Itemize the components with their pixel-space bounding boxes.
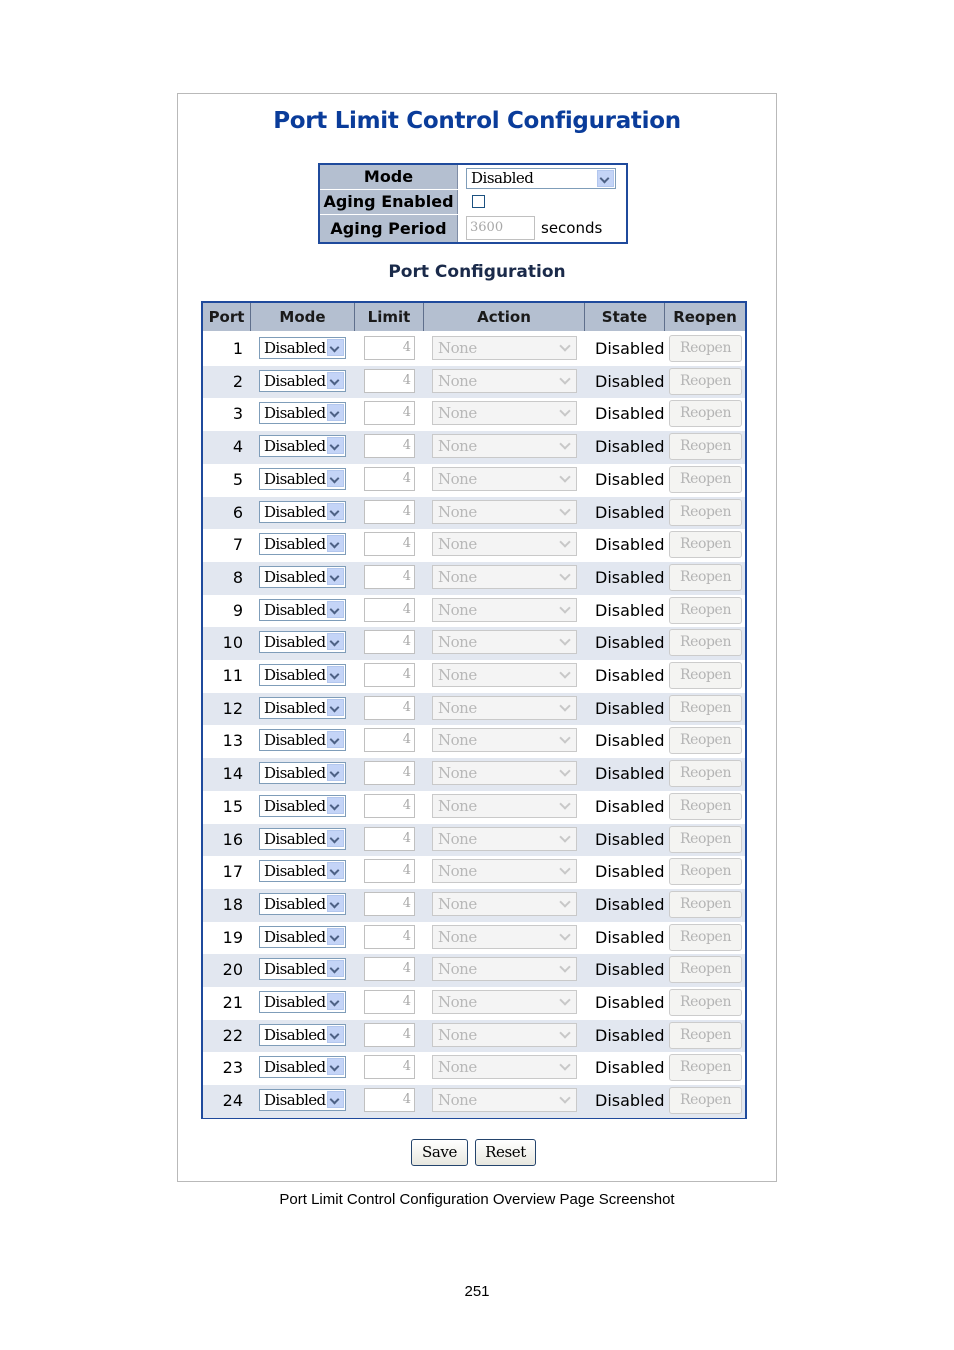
port-mode-select[interactable] bbox=[259, 860, 346, 882]
reopen-button[interactable]: Reopen bbox=[669, 368, 742, 395]
port-state: Disabled bbox=[595, 829, 665, 849]
port-number: 20 bbox=[222, 960, 243, 980]
port-mode-value: Disabled bbox=[264, 437, 326, 456]
port-action-select[interactable] bbox=[432, 761, 577, 785]
port-action-value: None bbox=[438, 404, 477, 423]
port-action-value: None bbox=[438, 862, 477, 881]
chevron-down-icon bbox=[557, 731, 575, 749]
port-mode-value: Disabled bbox=[264, 633, 326, 652]
port-mode-value: Disabled bbox=[264, 502, 326, 521]
port-mode-select[interactable] bbox=[259, 828, 346, 850]
port-limit-input[interactable]: 4 bbox=[364, 892, 415, 916]
reopen-button[interactable]: Reopen bbox=[669, 662, 742, 689]
port-limit-input[interactable]: 4 bbox=[364, 532, 415, 556]
port-mode-select[interactable] bbox=[259, 926, 346, 948]
reopen-button[interactable]: Reopen bbox=[669, 433, 742, 460]
port-number: 18 bbox=[222, 894, 243, 914]
column-header-reopen: Reopen bbox=[673, 308, 737, 326]
port-mode-value: Disabled bbox=[264, 567, 326, 586]
table-row bbox=[203, 725, 745, 758]
port-mode-value: Disabled bbox=[264, 829, 326, 848]
port-limit-input[interactable]: 4 bbox=[364, 761, 415, 785]
port-action-value: None bbox=[438, 731, 477, 750]
port-action-value: None bbox=[438, 437, 477, 456]
port-number: 4 bbox=[232, 437, 243, 457]
port-action-select[interactable] bbox=[432, 500, 577, 524]
reopen-button[interactable]: Reopen bbox=[669, 695, 742, 722]
port-state: Disabled bbox=[595, 404, 665, 424]
port-mode-value: Disabled bbox=[264, 764, 326, 783]
port-mode-select[interactable] bbox=[259, 1024, 346, 1046]
reopen-button[interactable]: Reopen bbox=[669, 564, 742, 591]
chevron-down-icon[interactable] bbox=[327, 666, 344, 683]
port-limit-input[interactable]: 4 bbox=[364, 434, 415, 458]
chevron-down-icon bbox=[557, 797, 575, 815]
port-action-value: None bbox=[438, 1025, 477, 1044]
port-action-value: None bbox=[438, 371, 477, 390]
global-settings-table bbox=[318, 163, 628, 244]
column-header-limit: Limit bbox=[367, 308, 411, 326]
reopen-button[interactable]: Reopen bbox=[669, 335, 742, 362]
chevron-down-icon[interactable] bbox=[327, 960, 344, 977]
column-header-action: Action bbox=[477, 308, 531, 326]
port-limit-input[interactable]: 4 bbox=[364, 696, 415, 720]
port-action-select[interactable] bbox=[432, 990, 577, 1014]
port-mode-value: Disabled bbox=[264, 796, 326, 815]
port-mode-select[interactable] bbox=[259, 468, 346, 490]
chevron-down-icon[interactable] bbox=[597, 170, 614, 187]
chevron-down-icon[interactable] bbox=[327, 601, 344, 618]
chevron-down-icon bbox=[557, 699, 575, 717]
table-row bbox=[203, 431, 745, 464]
port-mode-select[interactable] bbox=[259, 631, 346, 653]
table-row bbox=[203, 497, 745, 530]
chevron-down-icon bbox=[557, 960, 575, 978]
port-limit-input[interactable]: 4 bbox=[364, 598, 415, 622]
port-mode-value: Disabled bbox=[264, 1058, 326, 1077]
table-row bbox=[203, 889, 745, 922]
chevron-down-icon bbox=[557, 404, 575, 422]
reopen-button[interactable]: Reopen bbox=[669, 826, 742, 853]
chevron-down-icon[interactable] bbox=[327, 633, 344, 650]
table-row bbox=[203, 529, 745, 562]
port-action-select[interactable] bbox=[432, 1023, 577, 1047]
chevron-down-icon[interactable] bbox=[327, 372, 344, 389]
port-mode-value: Disabled bbox=[264, 371, 326, 390]
table-row bbox=[203, 987, 745, 1020]
port-configuration-table bbox=[201, 301, 747, 1119]
port-configuration-title: Port Configuration bbox=[388, 262, 566, 282]
port-action-value: None bbox=[438, 502, 477, 521]
port-mode-select[interactable] bbox=[259, 1056, 346, 1078]
reopen-button[interactable]: Reopen bbox=[669, 924, 742, 951]
port-state: Disabled bbox=[595, 666, 665, 685]
port-limit-input[interactable]: 4 bbox=[364, 1088, 415, 1112]
port-mode-value: Disabled bbox=[264, 1025, 326, 1044]
port-action-select[interactable] bbox=[432, 663, 577, 687]
table-row bbox=[203, 1020, 745, 1053]
port-mode-select[interactable] bbox=[259, 795, 346, 817]
port-action-select[interactable] bbox=[432, 467, 577, 491]
chevron-down-icon bbox=[557, 666, 575, 684]
port-state: Disabled bbox=[595, 437, 665, 457]
reset-button[interactable]: Reset bbox=[475, 1139, 536, 1166]
chevron-down-icon[interactable] bbox=[327, 928, 344, 945]
port-state: Disabled bbox=[595, 764, 665, 784]
port-number: 17 bbox=[222, 862, 243, 882]
port-action-select[interactable] bbox=[432, 827, 577, 851]
chevron-down-icon bbox=[557, 633, 575, 651]
port-number: 3 bbox=[232, 404, 243, 424]
port-mode-value: Disabled bbox=[264, 535, 326, 554]
port-action-value: None bbox=[438, 567, 477, 586]
port-number: 22 bbox=[222, 1025, 243, 1045]
port-mode-value: Disabled bbox=[264, 339, 326, 357]
port-state: Disabled bbox=[595, 567, 665, 587]
port-limit-input[interactable]: 4 bbox=[364, 990, 415, 1014]
port-action-select[interactable] bbox=[432, 434, 577, 458]
table-row bbox=[203, 660, 745, 693]
port-mode-select[interactable] bbox=[259, 1089, 346, 1111]
port-action-select[interactable] bbox=[432, 892, 577, 916]
port-limit-input[interactable]: 4 bbox=[364, 1023, 415, 1047]
mode-select[interactable] bbox=[466, 168, 616, 189]
port-action-select[interactable] bbox=[432, 957, 577, 981]
reopen-button[interactable]: Reopen bbox=[669, 597, 742, 624]
port-number: 9 bbox=[232, 600, 243, 620]
reopen-button[interactable]: Reopen bbox=[669, 1054, 742, 1081]
chevron-down-icon bbox=[557, 1058, 575, 1076]
port-mode-select[interactable] bbox=[259, 697, 346, 719]
chevron-down-icon bbox=[557, 568, 575, 586]
port-limit-input[interactable]: 4 bbox=[364, 925, 415, 949]
page-title: Port Limit Control Configuration bbox=[273, 108, 681, 134]
port-number: 8 bbox=[232, 567, 243, 587]
aging-period-label: Aging Period bbox=[320, 215, 458, 242]
reopen-button[interactable]: Reopen bbox=[669, 956, 742, 983]
chevron-down-icon bbox=[557, 535, 575, 553]
port-number: 19 bbox=[222, 927, 243, 947]
chevron-down-icon[interactable] bbox=[327, 895, 344, 912]
port-number: 10 bbox=[222, 633, 243, 653]
aging-period-unit: seconds bbox=[541, 219, 603, 237]
port-mode-select[interactable] bbox=[259, 435, 346, 457]
chevron-down-icon[interactable] bbox=[327, 993, 344, 1010]
chevron-down-icon bbox=[557, 928, 575, 946]
port-action-value: None bbox=[438, 339, 477, 357]
chevron-down-icon bbox=[557, 470, 575, 488]
chevron-down-icon[interactable] bbox=[327, 470, 344, 487]
port-mode-value: Disabled bbox=[264, 698, 326, 717]
port-state: Disabled bbox=[595, 960, 665, 980]
reopen-button[interactable]: Reopen bbox=[669, 793, 742, 820]
port-state: Disabled bbox=[595, 535, 665, 555]
reopen-button[interactable]: Reopen bbox=[669, 531, 742, 558]
save-button[interactable]: Save bbox=[411, 1139, 468, 1166]
port-limit-input[interactable]: 4 bbox=[364, 827, 415, 851]
mode-select-value: Disabled bbox=[471, 169, 534, 187]
port-number: 7 bbox=[232, 535, 243, 555]
chevron-down-icon bbox=[557, 339, 575, 357]
port-number: 5 bbox=[232, 469, 243, 489]
port-limit-input[interactable]: 4 bbox=[364, 500, 415, 524]
reopen-button[interactable]: Reopen bbox=[669, 727, 742, 754]
reopen-button[interactable]: Reopen bbox=[669, 858, 742, 885]
mode-row bbox=[320, 165, 626, 190]
table-row bbox=[203, 954, 745, 987]
chevron-down-icon bbox=[557, 601, 575, 619]
port-mode-select[interactable] bbox=[259, 533, 346, 555]
port-action-select[interactable] bbox=[432, 859, 577, 883]
port-number: 23 bbox=[222, 1058, 243, 1078]
port-mode-value: Disabled bbox=[264, 1091, 326, 1110]
port-state: Disabled bbox=[595, 1025, 665, 1045]
chevron-down-icon bbox=[557, 437, 575, 455]
port-number: 16 bbox=[222, 829, 243, 849]
port-action-value: None bbox=[438, 960, 477, 979]
aging-enabled-row bbox=[320, 190, 626, 215]
chevron-down-icon[interactable] bbox=[327, 731, 344, 748]
figure-caption: Port Limit Control Configuration Overview Page Screenshot bbox=[279, 1191, 675, 1208]
port-action-select[interactable] bbox=[432, 1055, 577, 1079]
port-mode-select[interactable] bbox=[259, 893, 346, 915]
chevron-down-icon bbox=[557, 862, 575, 880]
port-action-select[interactable] bbox=[432, 598, 577, 622]
port-mode-select[interactable] bbox=[259, 599, 346, 621]
port-mode-value: Disabled bbox=[264, 862, 326, 881]
port-number: 13 bbox=[222, 731, 243, 751]
port-action-select[interactable] bbox=[432, 794, 577, 818]
port-number: 24 bbox=[222, 1091, 243, 1111]
chevron-down-icon bbox=[557, 503, 575, 521]
port-mode-select[interactable] bbox=[259, 402, 346, 424]
port-action-select[interactable] bbox=[432, 336, 577, 360]
port-number: 2 bbox=[232, 371, 243, 391]
column-header-mode: Mode bbox=[279, 308, 326, 326]
chevron-down-icon[interactable] bbox=[327, 404, 344, 421]
chevron-down-icon[interactable] bbox=[327, 862, 344, 879]
port-mode-value: Disabled bbox=[264, 469, 326, 488]
reopen-button[interactable]: Reopen bbox=[669, 400, 742, 427]
table-row bbox=[203, 398, 745, 431]
table-row bbox=[203, 922, 745, 955]
table-row bbox=[203, 333, 745, 366]
chevron-down-icon[interactable] bbox=[327, 503, 344, 520]
table-row bbox=[203, 366, 745, 399]
port-action-value: None bbox=[438, 894, 477, 913]
table-row bbox=[203, 464, 745, 497]
port-mode-select[interactable] bbox=[259, 337, 346, 359]
port-action-select[interactable] bbox=[432, 565, 577, 589]
port-action-select[interactable] bbox=[432, 925, 577, 949]
chevron-down-icon bbox=[557, 993, 575, 1011]
port-mode-select[interactable] bbox=[259, 664, 346, 686]
port-limit-input[interactable]: 4 bbox=[364, 728, 415, 752]
table-row bbox=[203, 791, 745, 824]
reopen-button[interactable]: Reopen bbox=[669, 989, 742, 1016]
chevron-down-icon[interactable] bbox=[327, 1058, 344, 1075]
port-state: Disabled bbox=[595, 469, 665, 489]
port-limit-input[interactable]: 4 bbox=[364, 369, 415, 393]
port-limit-input[interactable]: 4 bbox=[364, 565, 415, 589]
column-header-state: State bbox=[601, 308, 648, 326]
aging-enabled-label: Aging Enabled bbox=[320, 190, 458, 214]
port-limit-input[interactable]: 4 bbox=[364, 663, 415, 687]
table-row bbox=[203, 1085, 745, 1118]
port-state: Disabled bbox=[595, 600, 665, 620]
reopen-button[interactable]: Reopen bbox=[669, 891, 742, 918]
table-row bbox=[203, 595, 745, 628]
chevron-down-icon bbox=[557, 895, 575, 913]
port-number: 6 bbox=[232, 502, 243, 522]
chevron-down-icon bbox=[557, 830, 575, 848]
reopen-button[interactable]: Reopen bbox=[669, 1022, 742, 1049]
chevron-down-icon[interactable] bbox=[327, 437, 344, 454]
table-row bbox=[203, 758, 745, 791]
reopen-button[interactable]: Reopen bbox=[669, 499, 742, 526]
port-action-value: None bbox=[438, 666, 477, 684]
port-mode-value: Disabled bbox=[264, 666, 326, 684]
chevron-down-icon[interactable] bbox=[327, 568, 344, 585]
port-state: Disabled bbox=[595, 927, 665, 947]
port-action-value: None bbox=[438, 993, 477, 1011]
port-state: Disabled bbox=[595, 1091, 665, 1111]
chevron-down-icon[interactable] bbox=[327, 797, 344, 814]
port-action-select[interactable] bbox=[432, 696, 577, 720]
port-limit-input[interactable]: 4 bbox=[364, 467, 415, 491]
table-row bbox=[203, 1052, 745, 1085]
reopen-button[interactable]: Reopen bbox=[669, 466, 742, 493]
port-state: Disabled bbox=[595, 502, 665, 522]
port-state: Disabled bbox=[595, 796, 665, 816]
aging-period-row bbox=[320, 215, 626, 242]
port-number: 11 bbox=[222, 666, 243, 685]
chevron-down-icon bbox=[557, 1091, 575, 1109]
port-limit-input[interactable]: 4 bbox=[364, 859, 415, 883]
port-mode-value: Disabled bbox=[264, 993, 326, 1011]
port-mode-select[interactable] bbox=[259, 729, 346, 751]
port-mode-select[interactable] bbox=[259, 991, 346, 1013]
port-number: 12 bbox=[222, 698, 243, 718]
port-mode-select[interactable] bbox=[259, 762, 346, 784]
column-header-port: Port bbox=[208, 308, 245, 326]
reopen-button[interactable]: Reopen bbox=[669, 629, 742, 656]
port-mode-select[interactable] bbox=[259, 566, 346, 588]
port-number: 14 bbox=[222, 764, 243, 784]
port-state: Disabled bbox=[595, 698, 665, 718]
port-state: Disabled bbox=[595, 339, 665, 358]
port-state: Disabled bbox=[595, 371, 665, 391]
port-state: Disabled bbox=[595, 862, 665, 882]
port-action-value: None bbox=[438, 829, 477, 848]
port-mode-select[interactable] bbox=[259, 501, 346, 523]
port-action-select[interactable] bbox=[432, 728, 577, 752]
table-row bbox=[203, 856, 745, 889]
aging-enabled-checkbox[interactable] bbox=[472, 195, 485, 208]
port-mode-value: Disabled bbox=[264, 731, 326, 750]
port-action-value: None bbox=[438, 600, 477, 619]
aging-period-input[interactable]: 3600 bbox=[466, 216, 535, 240]
chevron-down-icon[interactable] bbox=[327, 339, 344, 356]
port-action-select[interactable] bbox=[432, 1088, 577, 1112]
chevron-down-icon[interactable] bbox=[327, 1091, 344, 1108]
port-mode-select[interactable] bbox=[259, 958, 346, 980]
port-state: Disabled bbox=[595, 894, 665, 914]
port-action-value: None bbox=[438, 633, 477, 652]
chevron-down-icon bbox=[557, 764, 575, 782]
chevron-down-icon[interactable] bbox=[327, 764, 344, 781]
port-limit-input[interactable]: 4 bbox=[364, 630, 415, 654]
chevron-down-icon[interactable] bbox=[327, 830, 344, 847]
reopen-button[interactable]: Reopen bbox=[669, 1087, 742, 1114]
port-action-value: None bbox=[438, 469, 477, 488]
chevron-down-icon bbox=[557, 372, 575, 390]
port-state: Disabled bbox=[595, 1058, 665, 1078]
table-row bbox=[203, 693, 745, 726]
chevron-down-icon[interactable] bbox=[327, 535, 344, 552]
port-action-select[interactable] bbox=[432, 401, 577, 425]
reopen-button[interactable]: Reopen bbox=[669, 760, 742, 787]
port-action-value: None bbox=[438, 1091, 477, 1110]
port-state: Disabled bbox=[595, 633, 665, 653]
table-header bbox=[203, 303, 745, 331]
port-limit-input[interactable]: 4 bbox=[364, 957, 415, 981]
port-action-value: None bbox=[438, 1058, 477, 1077]
port-mode-value: Disabled bbox=[264, 927, 326, 946]
mode-label: Mode bbox=[320, 165, 458, 189]
port-mode-select[interactable] bbox=[259, 370, 346, 392]
port-number: 1 bbox=[232, 339, 243, 358]
port-action-select[interactable] bbox=[432, 369, 577, 393]
port-limit-input[interactable]: 4 bbox=[364, 401, 415, 425]
port-action-select[interactable] bbox=[432, 532, 577, 556]
port-mode-value: Disabled bbox=[264, 960, 326, 979]
port-action-value: None bbox=[438, 535, 477, 554]
chevron-down-icon[interactable] bbox=[327, 699, 344, 716]
port-mode-value: Disabled bbox=[264, 404, 326, 423]
port-mode-value: Disabled bbox=[264, 600, 326, 619]
port-action-value: None bbox=[438, 796, 477, 815]
page-number: 251 bbox=[464, 1283, 490, 1300]
port-mode-value: Disabled bbox=[264, 894, 326, 913]
table-row bbox=[203, 627, 745, 660]
port-action-value: None bbox=[438, 927, 477, 946]
port-number: 15 bbox=[222, 796, 243, 816]
port-limit-input[interactable]: 4 bbox=[364, 794, 415, 818]
chevron-down-icon[interactable] bbox=[327, 1026, 344, 1043]
port-state: Disabled bbox=[595, 993, 665, 1012]
port-action-select[interactable] bbox=[432, 630, 577, 654]
port-action-value: None bbox=[438, 698, 477, 717]
port-limit-input[interactable]: 4 bbox=[364, 1055, 415, 1079]
port-limit-input[interactable]: 4 bbox=[364, 336, 415, 360]
table-row bbox=[203, 562, 745, 595]
table-row bbox=[203, 824, 745, 857]
port-action-value: None bbox=[438, 764, 477, 783]
port-state: Disabled bbox=[595, 731, 665, 751]
port-number: 21 bbox=[222, 993, 243, 1012]
chevron-down-icon bbox=[557, 1026, 575, 1044]
